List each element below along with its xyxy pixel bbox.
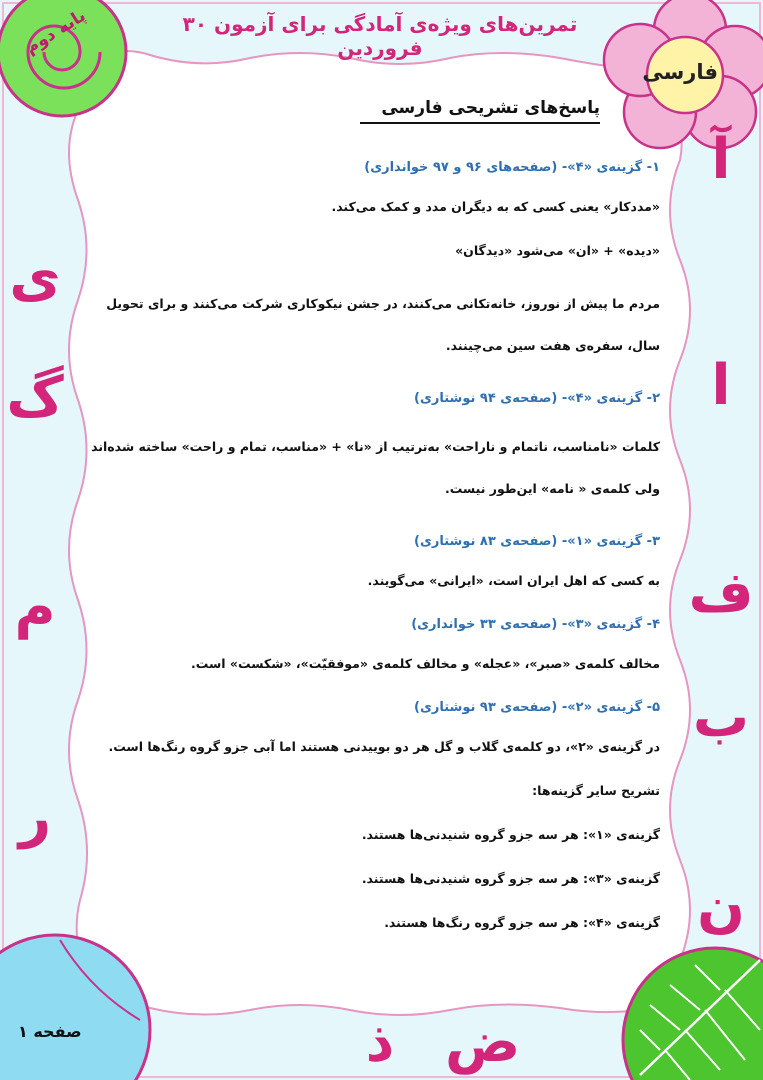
side-letter: ف (688, 560, 754, 625)
page-heading: پاسخ‌های تشریحی فارسی (360, 98, 600, 124)
side-letter: ب (692, 685, 750, 750)
side-letter: ی (9, 245, 61, 310)
question-heading: ۴- گزینه‌ی «۳»- (صفحه‌ی ۳۳ خوانداری) (411, 617, 660, 632)
bottom-letter: ض (445, 1010, 521, 1075)
question-block (90, 617, 660, 676)
side-letter: م (14, 575, 56, 640)
answer-text: «دیده» + «ان» می‌شود «دیدگان» (455, 243, 660, 258)
answer-text: به کسی که اهل ایران است، «ایرانی» می‌گویند. (367, 573, 660, 588)
answer-text: کلمات «نامناسب، ناتمام و ناراحت» به‌ترتیب از «نا» + «مناسب، تمام و راحت» ساخته شده‌اند ولی کلمه‌ی « نامه» این‌طور نیست. (91, 439, 660, 496)
question-block (90, 160, 660, 367)
question-heading: ۵- گزینه‌ی «۲»- (صفحه‌ی ۹۳ نوشتاری) (414, 700, 660, 715)
question-heading: ۳- گزینه‌ی «۱»- (صفحه‌ی ۸۳ نوشتاری) (414, 534, 660, 549)
page-number: صفحه ۱ (18, 1022, 82, 1041)
bottom-letter: ذ (365, 1010, 395, 1075)
answer-text: «مددکار» یعنی کسی که به دیگران مدد و کمک می‌کند. (331, 199, 660, 214)
answer-text: تشریح سایر گزینه‌ها: (532, 783, 660, 798)
grade-label: پایه دوم (21, 5, 90, 59)
answers-content (90, 160, 660, 959)
side-letter: ن (697, 875, 745, 940)
question-block (90, 534, 660, 593)
answer-text: مخالف کلمه‌ی «صبر»، «عجله» و مخالف کلمه‌ی «موفقیّت»، «شکست» است. (190, 656, 660, 671)
side-letter: ر (18, 785, 52, 850)
subject-label: فارسی (642, 60, 718, 84)
header-title: تمرین‌های ویژه‌ی آمادگی برای آزمون ۳۰ فروردین (182, 12, 578, 60)
side-letter: گ (6, 365, 64, 430)
answer-text: گزینه‌ی «۱»: هر سه جزو گروه شنیدنی‌ها هستند. (361, 827, 660, 842)
side-letter: ا (711, 353, 731, 418)
question-block (90, 700, 660, 935)
side-letter: آ (711, 127, 731, 192)
question-heading: ۲- گزینه‌ی «۴»- (صفحه‌ی ۹۴ نوشتاری) (414, 391, 660, 406)
question-heading: ۱- گزینه‌ی «۴»- (صفحه‌های ۹۶ و ۹۷ خوانداری) (364, 160, 660, 175)
answer-text: گزینه‌ی «۳»: هر سه جزو گروه شنیدنی‌ها هستند. (361, 871, 660, 886)
green-leaf-icon (623, 948, 763, 1080)
answer-text: گزینه‌ی «۴»: هر سه جزو گروه رنگ‌ها هستند. (384, 915, 660, 930)
answer-text: مردم ما پیش از نوروز، خانه‌تکانی می‌کنند، در جشن نیکوکاری شرکت می‌کنند و برای تحویل سال، سفره‌ی هفت سین می‌چینند. (106, 296, 660, 353)
question-block (90, 391, 660, 510)
answer-text: در گزینه‌ی «۲»، دو کلمه‌ی گلاب و گل هر دو بوییدنی هستند اما آبی جزو گروه رنگ‌ها است. (108, 739, 660, 754)
